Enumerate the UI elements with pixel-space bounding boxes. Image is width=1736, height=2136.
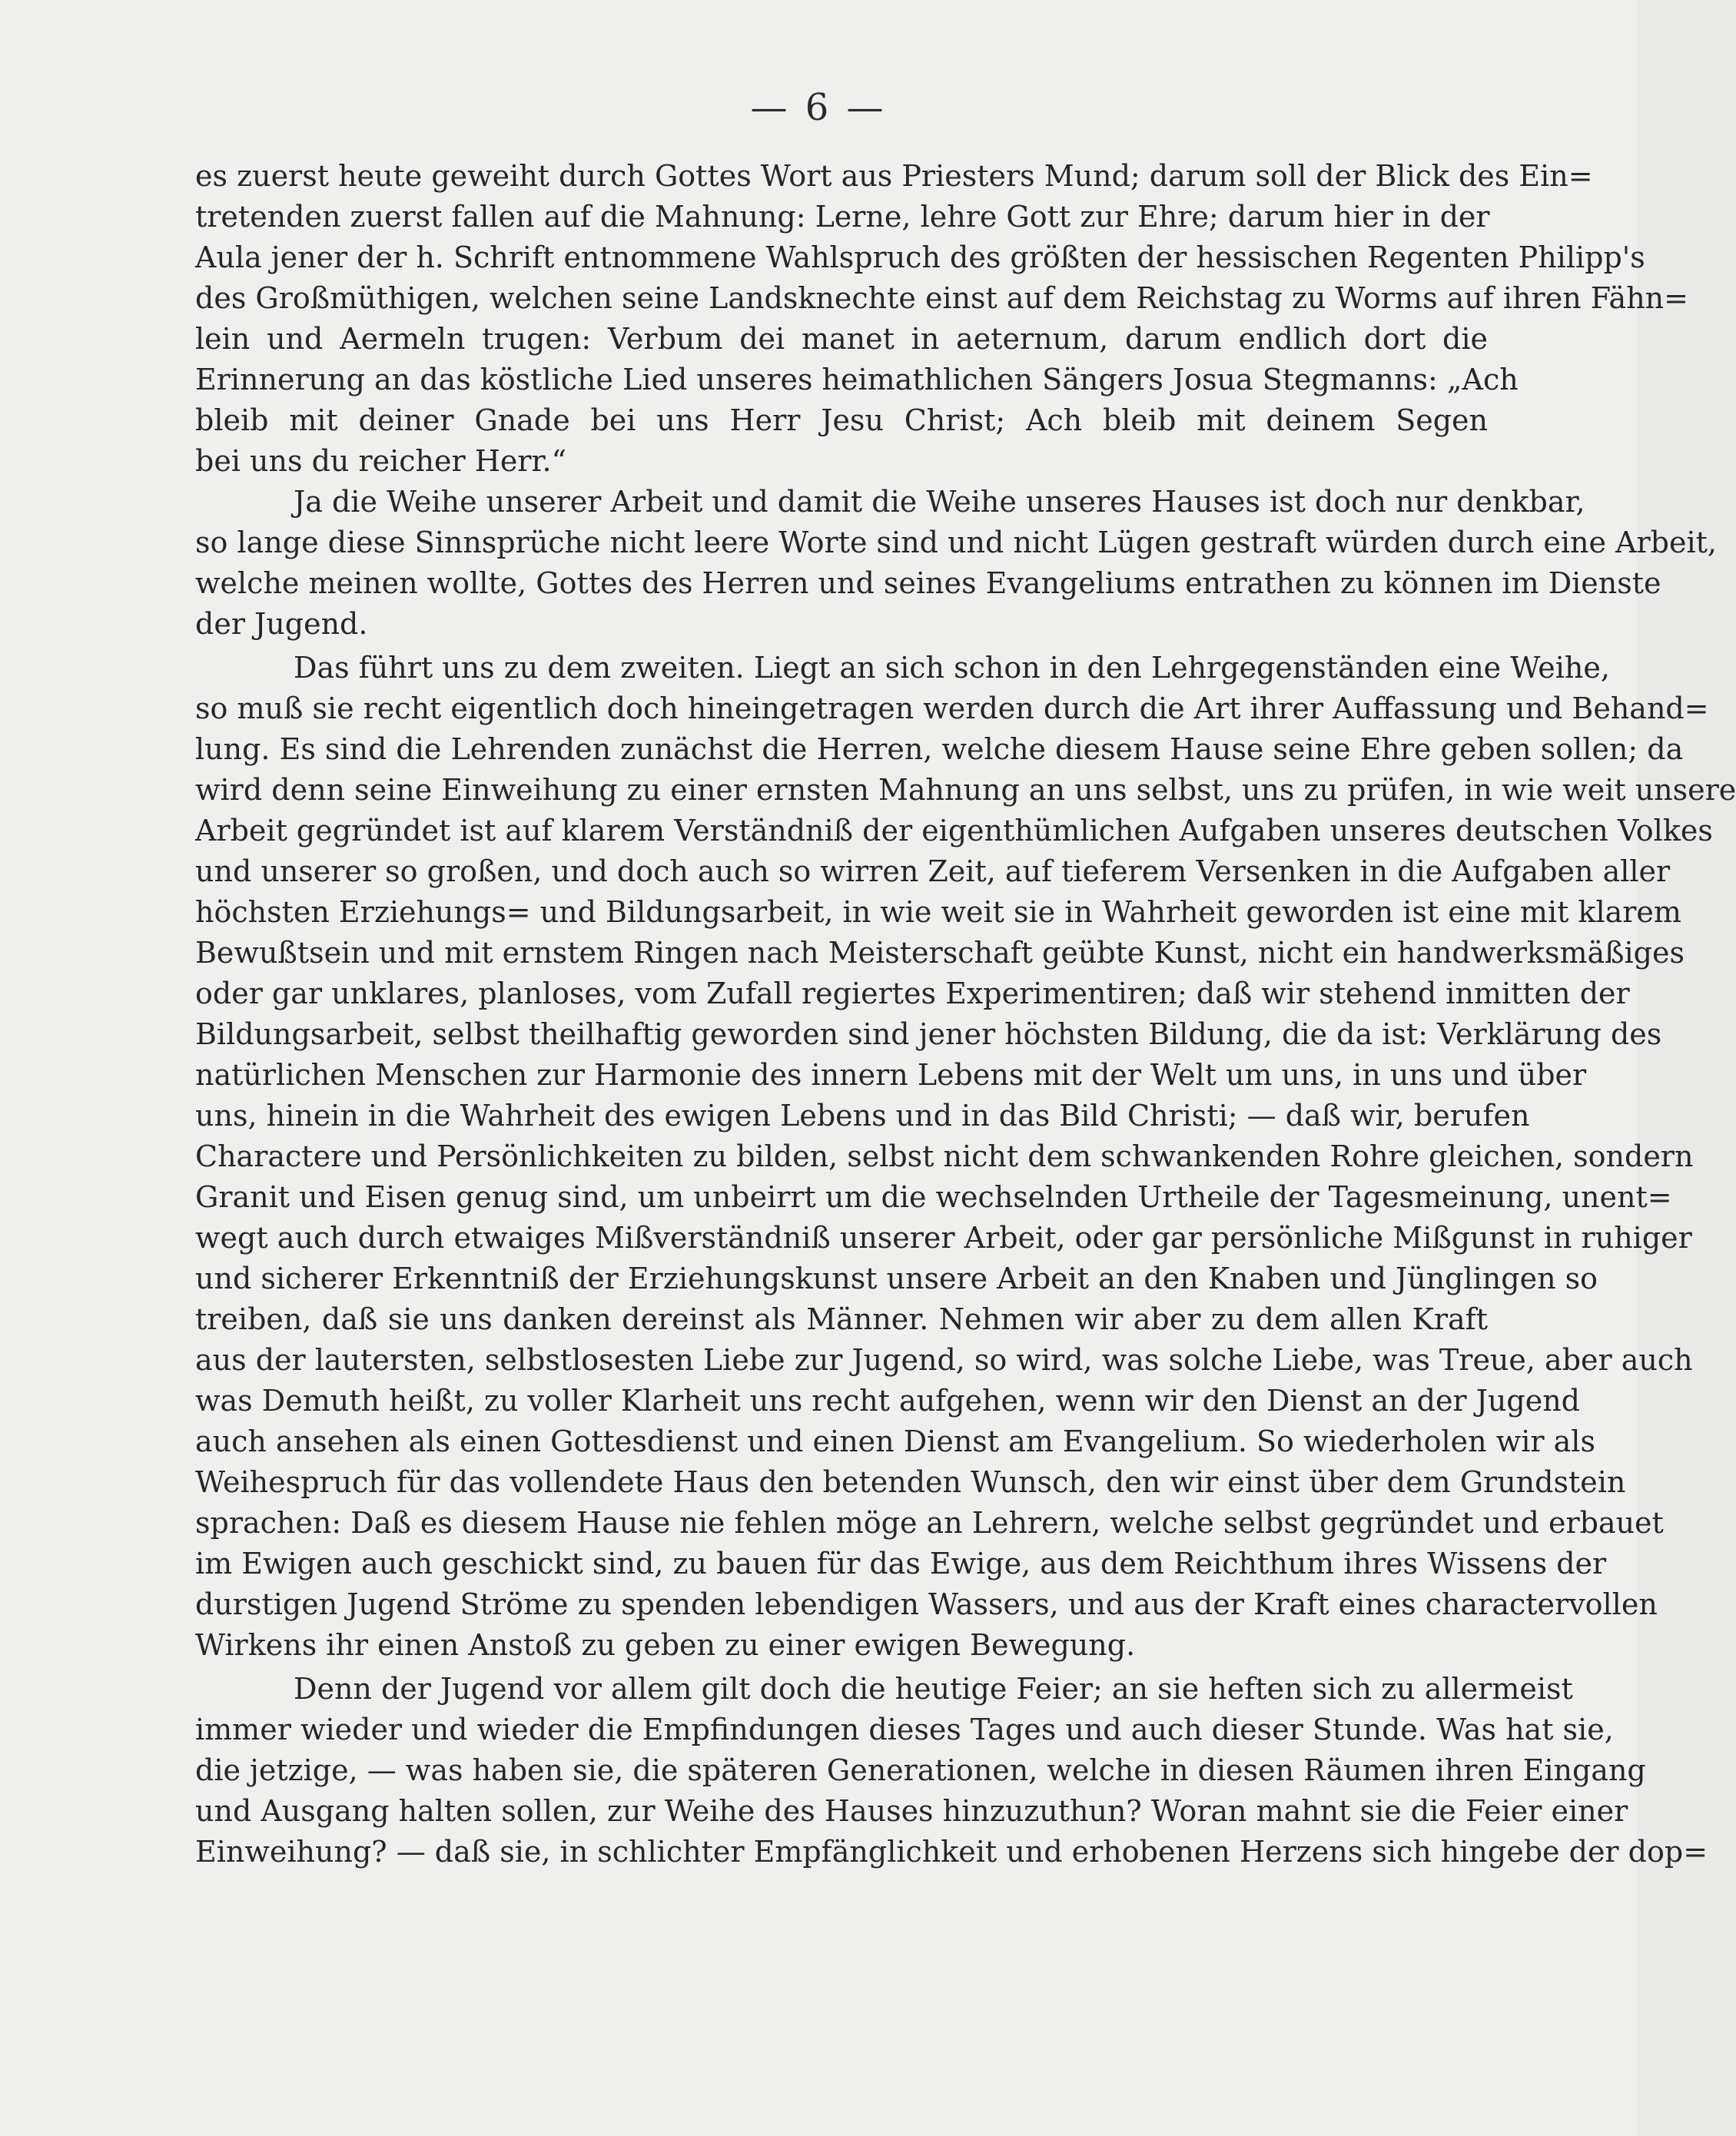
- text-line: tretenden zuerst fallen auf die Mahnung: Lerne, lehre Gott zur Ehre; darum hier in der: [195, 200, 1490, 234]
- text-line: lein und Aermeln trugen: Verbum dei manet in aeternum, darum endlich dort die: [195, 322, 1488, 356]
- text-line: sprachen: Daß es diesem Hause nie fehlen möge an Lehrern, welche selbst gegründet und erbauet: [195, 1506, 1664, 1540]
- text-line: Das führt uns zu dem zweiten. Liegt an sich schon in den Lehrgegenständen eine Weihe,: [294, 651, 1610, 685]
- text-line: Wirkens ihr einen Anstoß zu geben zu einer ewigen Bewegung.: [195, 1628, 1136, 1662]
- text-line: so muß sie recht eigentlich doch hineingetragen werden durch die Art ihrer Auffassung und Behand=: [195, 692, 1709, 725]
- body-text: [195, 156, 1736, 1872]
- text-line: auch ansehen als einen Gottesdienst und einen Dienst am Evangelium. So wiederholen wir als: [195, 1425, 1595, 1458]
- text-line: Bildungsarbeit, selbst theilhaftig geworden sind jener höchsten Bildung, die da ist: Verklärung des: [195, 1017, 1662, 1051]
- text-line: treiben, daß sie uns danken dereinst als Männer. Nehmen wir aber zu dem allen Kraft: [195, 1302, 1488, 1336]
- text-line: durstigen Jugend Ströme zu spenden lebendigen Wassers, und aus der Kraft eines charactervollen: [195, 1587, 1658, 1621]
- text-line: es zuerst heute geweiht durch Gottes Wort aus Priesters Mund; darum soll der Blick des Ein=: [195, 159, 1593, 193]
- text-line: wird denn seine Einweihung zu einer ernsten Mahnung an uns selbst, uns zu prüfen, in wie weit unsere: [195, 773, 1736, 807]
- text-line: uns, hinein in die Wahrheit des ewigen Lebens und in das Bild Christi; — daß wir, berufen: [195, 1099, 1530, 1133]
- text-line: immer wieder und wieder die Empfindungen dieses Tages und auch dieser Stunde. Was hat sie,: [195, 1713, 1614, 1746]
- text-line: oder gar unklares, planloses, vom Zufall regiertes Experimentiren; daß wir stehend inmitten der: [195, 977, 1630, 1010]
- text-line: Bewußtsein und mit ernstem Ringen nach Meisterschaft geübte Kunst, nicht ein handwerksmäßiges: [195, 936, 1685, 970]
- text-line: der Jugend.: [195, 607, 368, 641]
- text-line: lung. Es sind die Lehrenden zunächst die Herren, welche diesem Hause seine Ehre geben sollen; da: [195, 732, 1684, 766]
- text-line: was Demuth heißt, zu voller Klarheit uns recht aufgehen, wenn wir den Dienst an der Jugend: [195, 1384, 1580, 1418]
- text-line: wegt auch durch etwaiges Mißverständniß unserer Arbeit, oder gar persönliche Mißgunst in ruhiger: [195, 1221, 1692, 1255]
- text-line: Denn der Jugend vor allem gilt doch die heutige Feier; an sie heften sich zu allermeist: [294, 1672, 1573, 1706]
- text-line: natürlichen Menschen zur Harmonie des innern Lebens mit der Welt um uns, in uns und über: [195, 1058, 1587, 1092]
- text-line: bei uns du reicher Herr.“: [195, 444, 567, 478]
- text-line: bleib mit deiner Gnade bei uns Herr Jesu Christ; Ach bleib mit deinem Segen: [195, 403, 1488, 437]
- text-line: Ja die Weihe unserer Arbeit und damit die Weihe unseres Hauses ist doch nur denkbar,: [294, 485, 1585, 519]
- text-line: des Großmüthigen, welchen seine Landsknechte einst auf dem Reichstag zu Worms auf ihren Fähn=: [195, 281, 1688, 315]
- text-line: so lange diese Sinnsprüche nicht leere Worte sind und nicht Lügen gestraft würden durch eine Arbeit,: [195, 526, 1717, 559]
- text-line: Charactere und Persönlichkeiten zu bilden, selbst nicht dem schwankenden Rohre gleichen, sondern: [195, 1139, 1694, 1173]
- text-line: Erinnerung an das köstliche Lied unseres heimathlichen Sängers Josua Stegmanns: „Ach: [195, 363, 1519, 396]
- text-line: welche meinen wollte, Gottes des Herren und seines Evangeliums entrathen zu können im Dienste: [195, 566, 1661, 600]
- page-number: — 6 —: [750, 86, 887, 129]
- text-line: Granit und Eisen genug sind, um unbeirrt um die wechselnden Urtheile der Tagesmeinung, unent=: [195, 1180, 1672, 1214]
- text-line: Weihespruch für das vollendete Haus den betenden Wunsch, den wir einst über dem Grundstein: [195, 1465, 1626, 1499]
- text-line: und unserer so großen, und doch auch so wirren Zeit, auf tieferem Versenken in die Aufgaben aller: [195, 854, 1671, 888]
- text-line: die jetzige, — was haben sie, die späteren Generationen, welche in diesen Räumen ihren Eingang: [195, 1753, 1646, 1787]
- text-line: Aula jener der h. Schrift entnommene Wahlspruch des größten der hessischen Regenten Philipp's: [195, 240, 1645, 274]
- text-line: im Ewigen auch geschickt sind, zu bauen für das Ewige, aus dem Reichthum ihres Wissens der: [195, 1547, 1607, 1580]
- text-line: und Ausgang halten sollen, zur Weihe des Hauses hinzuzuthun? Woran mahnt sie die Feier einer: [195, 1794, 1628, 1828]
- text-line: Einweihung? — daß sie, in schlichter Empfänglichkeit und erhobenen Herzens sich hingebe der dop=: [195, 1835, 1708, 1869]
- text-line: Arbeit gegründet ist auf klarem Verständniß der eigenthümlichen Aufgaben unseres deutschen Volkes: [195, 814, 1713, 847]
- text-line: höchsten Erziehungs= und Bildungsarbeit, in wie weit sie in Wahrheit geworden ist eine mit klarem: [195, 895, 1681, 929]
- text-line: und sicherer Erkenntniß der Erziehungskunst unsere Arbeit an den Knaben und Jünglingen so: [195, 1262, 1598, 1295]
- text-line: aus der lautersten, selbstlosesten Liebe zur Jugend, so wird, was solche Liebe, was Treue, aber auch: [195, 1343, 1693, 1377]
